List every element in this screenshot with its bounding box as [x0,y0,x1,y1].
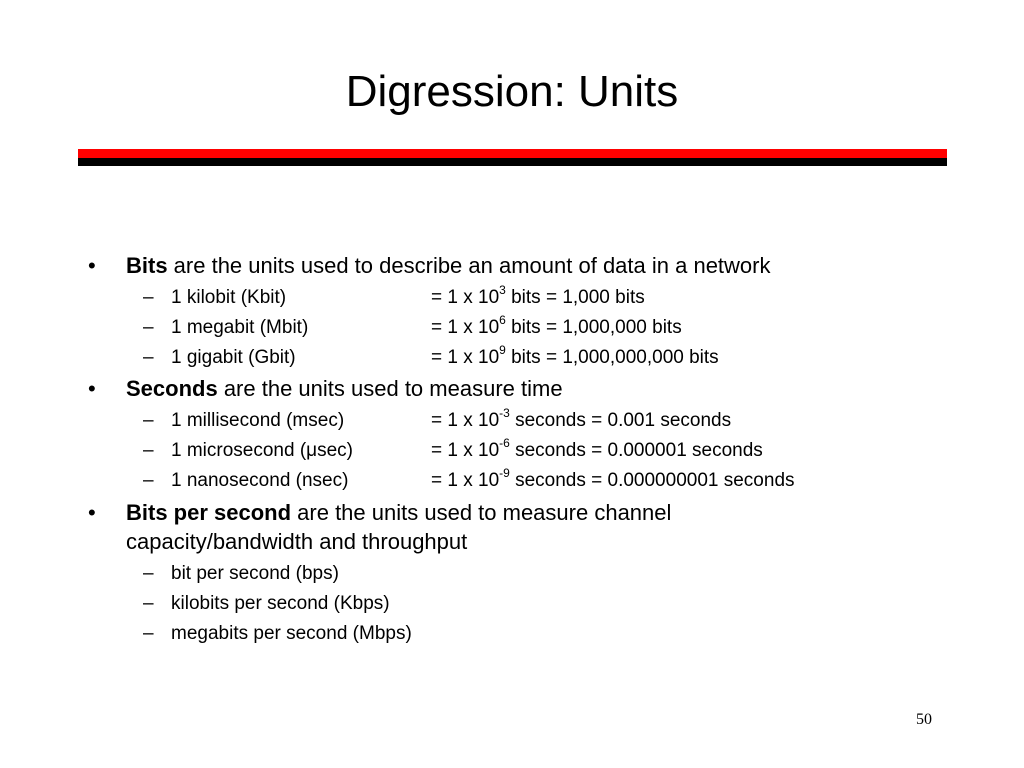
slide-title: Digression: Units [345,67,679,116]
sub-item-kilobit [143,282,645,310]
sub-item-label: 1 kilobit (Kbit) [171,287,287,308]
sub-item-kbps [143,591,390,616]
bullet-bold-term: Bits [126,253,168,278]
bullet-glyph: • [88,500,96,525]
dash-glyph: – [143,347,154,368]
sub-item-label: 1 megabit (Mbit) [171,317,309,338]
sub-item-megabit [143,312,682,340]
dash-glyph: – [143,317,154,338]
title-rule-red [78,149,947,158]
bullet-bold-term: Bits per second [126,500,292,525]
dash-glyph: – [143,563,154,584]
sub-item-label: megabits per second (Mbps) [171,623,412,644]
dash-glyph: – [143,470,154,491]
bullet-glyph: • [88,253,96,278]
sub-item-gigabit [143,342,719,370]
sub-item-label: 1 gigabit (Gbit) [171,347,296,368]
sub-item-label: kilobits per second (Kbps) [171,593,390,614]
sub-item-equation: = 1 x $10^{-3}$ seconds = 0.001 seconds [431,405,732,431]
dash-glyph: – [143,440,154,461]
sub-item-label: bit per second (bps) [171,563,339,584]
bullet-text: are the units used to measure channel [291,500,672,525]
bullet-glyph: • [88,376,96,401]
bullet-bold-term: Seconds [126,376,218,401]
dash-glyph: – [143,410,154,431]
sub-item-mbps [143,621,412,646]
sub-item-bps [143,561,339,586]
dash-glyph: – [143,593,154,614]
bullet-text: are the units used to measure time [217,376,563,401]
bullet-text-line2: capacity/bandwidth and throughput [126,529,468,554]
bullet-bits-per-second-continuation [126,528,467,556]
page-number: 50 [916,711,932,728]
sub-item-millisecond [143,405,732,433]
sub-item-equation: = 1 x $10^9$ bits = 1,000,000,000 bits [431,342,719,368]
bullet-bits-per-second [88,499,672,527]
sub-item-nanosecond [143,465,795,493]
sub-item-microsecond [143,435,763,463]
title-rule-black [78,158,947,166]
bullet-seconds [88,375,563,403]
sub-item-label: 1 millisecond (msec) [171,410,345,431]
dash-glyph: – [143,287,154,308]
sub-item-equation: = 1 x $10^3$ bits = 1,000 bits [431,282,645,308]
bullet-text: are the units used to describe an amount of data in a network [167,253,771,278]
sub-item-equation: = 1 x $10^6$ bits = 1,000,000 bits [431,312,682,338]
sub-item-equation: = 1 x $10^{-6}$ seconds = 0.000001 seconds [431,435,763,461]
dash-glyph: – [143,623,154,644]
sub-item-label: 1 microsecond (μsec) [171,440,354,461]
sub-item-label: 1 nanosecond (nsec) [171,470,349,491]
sub-item-equation: = 1 x $10^{-9}$ seconds = 0.000000001 seconds [431,465,795,491]
bullet-bits [88,252,771,280]
